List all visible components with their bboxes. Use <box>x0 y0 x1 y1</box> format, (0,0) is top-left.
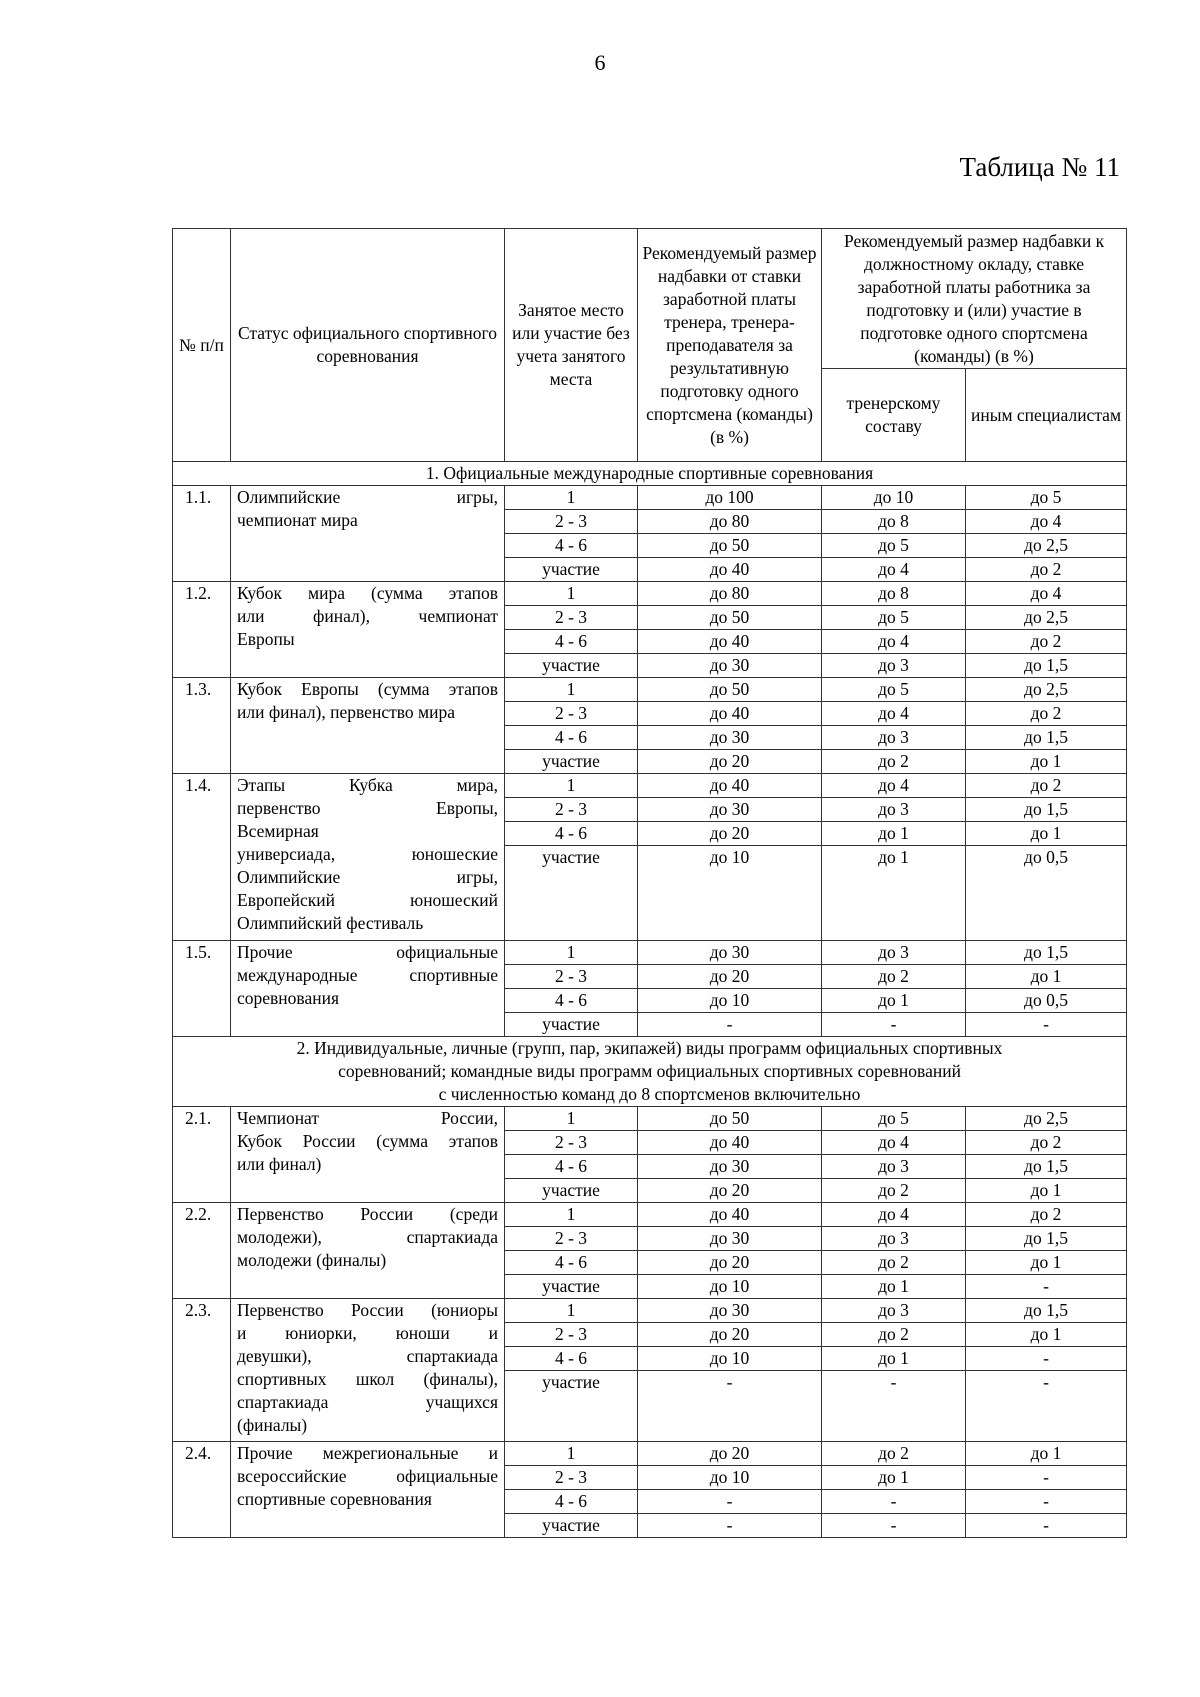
others-bonus-cell: до 1,5 <box>966 726 1127 750</box>
place-cell: 4 - 6 <box>505 630 638 654</box>
others-bonus-cell: до 0,5 <box>966 988 1127 1012</box>
row-number: 2.4. <box>173 1441 231 1537</box>
trainers-bonus-cell: до 1 <box>822 1465 966 1489</box>
competition-status-line: Чемпионат России, <box>237 1107 498 1128</box>
trainers-bonus-cell: до 2 <box>822 750 966 774</box>
header-coach-bonus: Рекомендуемый размер надбавки от ставки заработной платы тренера, тренера-преподавателя за результативную подготовку одного спортсмена (команды) (в %) <box>638 229 822 462</box>
trainers-bonus-cell: до 5 <box>822 534 966 558</box>
table-title: Таблица № 11 <box>959 152 1120 182</box>
trainers-bonus-cell: до 8 <box>822 582 966 606</box>
trainers-bonus-cell: до 8 <box>822 510 966 534</box>
place-cell: 2 - 3 <box>505 702 638 726</box>
section-title-line: 1. Официальные международные спортивные соревнования <box>425 463 874 483</box>
coach-bonus-cell: до 40 <box>638 1130 822 1154</box>
coach-bonus-cell: до 80 <box>638 510 822 534</box>
trainers-bonus-cell: - <box>822 1370 966 1441</box>
coach-bonus-cell: до 10 <box>638 1274 822 1298</box>
trainers-bonus-cell: до 2 <box>822 1322 966 1346</box>
coach-bonus-cell: до 40 <box>638 702 822 726</box>
competition-status <box>231 486 505 582</box>
competition-status-line: Первенство России (юниоры <box>237 1299 498 1320</box>
bonus-table <box>172 228 1127 1538</box>
others-bonus-cell: до 2 <box>966 774 1127 798</box>
table-row <box>173 678 1127 702</box>
trainers-bonus-cell: до 3 <box>822 798 966 822</box>
coach-bonus-cell: - <box>638 1489 822 1513</box>
trainers-bonus-cell: до 4 <box>822 630 966 654</box>
place-cell: 2 - 3 <box>505 1130 638 1154</box>
header-status: Статус официального спортивного соревнования <box>231 229 505 462</box>
competition-status-line: спортивных школ (финалы), <box>237 1368 498 1389</box>
competition-status-line: Прочие официальные <box>237 941 498 962</box>
table-row <box>173 940 1127 964</box>
coach-bonus-cell: - <box>638 1012 822 1036</box>
place-cell: участие <box>505 1012 638 1036</box>
coach-bonus-cell: - <box>638 1513 822 1537</box>
others-bonus-cell: до 2 <box>966 1202 1127 1226</box>
coach-bonus-cell: до 30 <box>638 798 822 822</box>
place-cell: 4 - 6 <box>505 1489 638 1513</box>
others-bonus-cell: до 1 <box>966 964 1127 988</box>
competition-status <box>231 1441 505 1537</box>
trainers-bonus-cell: - <box>822 1489 966 1513</box>
competition-status-line: или финал), первенство мира <box>237 702 455 722</box>
table-row <box>173 1298 1127 1322</box>
coach-bonus-cell: до 30 <box>638 1154 822 1178</box>
competition-status-line: Олимпийские игры, <box>237 867 498 887</box>
competition-status-line: соревнования <box>237 987 339 1008</box>
coach-bonus-cell: до 100 <box>638 486 822 510</box>
section-row <box>173 462 1127 486</box>
trainers-bonus-cell: до 4 <box>822 1202 966 1226</box>
row-number: 2.1. <box>173 1106 231 1202</box>
section-title <box>173 462 1127 486</box>
row-number: 1.4. <box>173 774 231 941</box>
others-bonus-cell: - <box>966 1012 1127 1036</box>
coach-bonus-cell: до 50 <box>638 678 822 702</box>
competition-status-line: Прочие межрегиональные и <box>237 1442 498 1463</box>
trainers-bonus-cell: до 3 <box>822 940 966 964</box>
others-bonus-cell: до 1 <box>966 1322 1127 1346</box>
trainers-bonus-cell: до 3 <box>822 1154 966 1178</box>
place-cell: участие <box>505 846 638 941</box>
competition-status <box>231 1298 505 1441</box>
competition-status-line: международные спортивные <box>237 964 498 985</box>
place-cell: участие <box>505 750 638 774</box>
competition-status <box>231 678 505 774</box>
competition-status-line: Олимпийский фестиваль <box>237 913 424 933</box>
competition-status-line: Олимпийские игры, <box>237 487 498 507</box>
place-cell: 1 <box>505 1106 638 1130</box>
header-staff-bonus: Рекомендуемый размер надбавки к должностному окладу, ставке заработной платы работника за подготовку и (или) участие в подготовке одного спортсмена (команды) (в %) <box>822 229 1127 369</box>
place-cell: участие <box>505 1178 638 1202</box>
row-number: 2.3. <box>173 1298 231 1441</box>
others-bonus-cell: до 2,5 <box>966 606 1127 630</box>
competition-status-line: (финалы) <box>237 1414 308 1435</box>
coach-bonus-cell: до 20 <box>638 1178 822 1202</box>
header-others: иным специалистам <box>966 369 1127 462</box>
coach-bonus-cell: - <box>638 1370 822 1441</box>
competition-status-line: спартакиада учащихся <box>237 1391 498 1412</box>
others-bonus-cell: до 1 <box>966 1178 1127 1202</box>
trainers-bonus-cell: до 5 <box>822 1106 966 1130</box>
header-trainers: тренерскому составу <box>822 369 966 462</box>
trainers-bonus-cell: до 2 <box>822 1250 966 1274</box>
place-cell: 4 - 6 <box>505 1346 638 1370</box>
row-number: 1.3. <box>173 678 231 774</box>
place-cell: 2 - 3 <box>505 606 638 630</box>
trainers-bonus-cell: до 2 <box>822 964 966 988</box>
competition-status <box>231 940 505 1036</box>
section-title-line: соревнований; командные виды программ официальных спортивных соревнований <box>338 1060 961 1081</box>
others-bonus-cell: до 5 <box>966 486 1127 510</box>
competition-status-line: или финал) <box>237 1153 322 1174</box>
coach-bonus-cell: до 10 <box>638 1465 822 1489</box>
section-title-line: 2. Индивидуальные, личные (групп, пар, экипажей) виды программ официальных спортивных <box>296 1037 1003 1058</box>
coach-bonus-cell: до 10 <box>638 846 822 941</box>
competition-status-line: первенство Европы, <box>237 798 498 818</box>
trainers-bonus-cell: до 2 <box>822 1178 966 1202</box>
competition-status-line: Первенство России (среди <box>237 1203 498 1224</box>
row-number: 1.2. <box>173 582 231 678</box>
row-number: 1.5. <box>173 940 231 1036</box>
trainers-bonus-cell: до 1 <box>822 1346 966 1370</box>
competition-status-line: девушки), спартакиада <box>237 1345 498 1366</box>
others-bonus-cell: до 2 <box>966 1130 1127 1154</box>
trainers-bonus-cell: - <box>822 1513 966 1537</box>
place-cell: 4 - 6 <box>505 534 638 558</box>
place-cell: участие <box>505 558 638 582</box>
competition-status-line: или финал), чемпионат <box>237 606 498 626</box>
others-bonus-cell: - <box>966 1513 1127 1537</box>
others-bonus-cell: до 1,5 <box>966 798 1127 822</box>
competition-status-line: Всемирная <box>237 821 319 841</box>
others-bonus-cell: до 2 <box>966 558 1127 582</box>
competition-status <box>231 774 505 941</box>
others-bonus-cell: до 2 <box>966 702 1127 726</box>
section-row <box>173 1036 1127 1106</box>
trainers-bonus-cell: до 5 <box>822 678 966 702</box>
trainers-bonus-cell: до 3 <box>822 726 966 750</box>
place-cell: 1 <box>505 678 638 702</box>
coach-bonus-cell: до 20 <box>638 1322 822 1346</box>
trainers-bonus-cell: до 1 <box>822 1274 966 1298</box>
others-bonus-cell: до 1,5 <box>966 1298 1127 1322</box>
coach-bonus-cell: до 10 <box>638 1346 822 1370</box>
place-cell: 1 <box>505 486 638 510</box>
table-row <box>173 486 1127 510</box>
trainers-bonus-cell: до 1 <box>822 988 966 1012</box>
place-cell: участие <box>505 1513 638 1537</box>
others-bonus-cell: - <box>966 1346 1127 1370</box>
coach-bonus-cell: до 40 <box>638 774 822 798</box>
competition-status-line: и юниорки, юноши и <box>237 1322 498 1343</box>
place-cell: 4 - 6 <box>505 1250 638 1274</box>
trainers-bonus-cell: до 1 <box>822 822 966 846</box>
others-bonus-cell: - <box>966 1274 1127 1298</box>
others-bonus-cell: до 1,5 <box>966 1226 1127 1250</box>
coach-bonus-cell: до 80 <box>638 582 822 606</box>
competition-status <box>231 1106 505 1202</box>
competition-status-line: чемпионат мира <box>237 510 358 530</box>
table-row <box>173 774 1127 798</box>
others-bonus-cell: до 1,5 <box>966 940 1127 964</box>
coach-bonus-cell: до 30 <box>638 654 822 678</box>
place-cell: участие <box>505 654 638 678</box>
section-title-line: с численностью команд до 8 спортсменов включительно <box>438 1083 861 1104</box>
others-bonus-cell: до 1 <box>966 750 1127 774</box>
coach-bonus-cell: до 50 <box>638 1106 822 1130</box>
competition-status <box>231 1202 505 1298</box>
place-cell: 2 - 3 <box>505 510 638 534</box>
place-cell: 2 - 3 <box>505 798 638 822</box>
competition-status-line: универсиада, юношеские <box>237 844 498 864</box>
coach-bonus-cell: до 20 <box>638 750 822 774</box>
table-row <box>173 1202 1127 1226</box>
coach-bonus-cell: до 20 <box>638 964 822 988</box>
trainers-bonus-cell: до 2 <box>822 1441 966 1465</box>
others-bonus-cell: до 1 <box>966 822 1127 846</box>
place-cell: 4 - 6 <box>505 1154 638 1178</box>
competition-status-line: молодежи (финалы) <box>237 1249 387 1270</box>
coach-bonus-cell: до 20 <box>638 822 822 846</box>
row-number: 1.1. <box>173 486 231 582</box>
others-bonus-cell: до 1,5 <box>966 654 1127 678</box>
competition-status-line: Кубок Европы (сумма этапов <box>237 679 498 699</box>
others-bonus-cell: до 4 <box>966 582 1127 606</box>
coach-bonus-cell: до 20 <box>638 1250 822 1274</box>
competition-status <box>231 582 505 678</box>
competition-status-line: всероссийские официальные <box>237 1465 498 1486</box>
trainers-bonus-cell: до 4 <box>822 774 966 798</box>
coach-bonus-cell: до 30 <box>638 726 822 750</box>
row-number: 2.2. <box>173 1202 231 1298</box>
place-cell: участие <box>505 1274 638 1298</box>
coach-bonus-cell: до 40 <box>638 558 822 582</box>
coach-bonus-cell: до 30 <box>638 940 822 964</box>
header-place: Занятое место или участие без учета занятого места <box>505 229 638 462</box>
others-bonus-cell: до 1,5 <box>966 1154 1127 1178</box>
others-bonus-cell: до 0,5 <box>966 846 1127 941</box>
trainers-bonus-cell: до 3 <box>822 1298 966 1322</box>
place-cell: 4 - 6 <box>505 822 638 846</box>
place-cell: 1 <box>505 1441 638 1465</box>
table-body <box>173 462 1127 1538</box>
coach-bonus-cell: до 30 <box>638 1298 822 1322</box>
others-bonus-cell: - <box>966 1465 1127 1489</box>
place-cell: 1 <box>505 1298 638 1322</box>
place-cell: 1 <box>505 1202 638 1226</box>
others-bonus-cell: до 2,5 <box>966 534 1127 558</box>
trainers-bonus-cell: - <box>822 1012 966 1036</box>
others-bonus-cell: - <box>966 1489 1127 1513</box>
place-cell: участие <box>505 1370 638 1441</box>
table-row <box>173 1106 1127 1130</box>
trainers-bonus-cell: до 3 <box>822 654 966 678</box>
table-row <box>173 582 1127 606</box>
place-cell: 2 - 3 <box>505 1226 638 1250</box>
trainers-bonus-cell: до 1 <box>822 846 966 941</box>
others-bonus-cell: до 2,5 <box>966 1106 1127 1130</box>
coach-bonus-cell: до 50 <box>638 534 822 558</box>
trainers-bonus-cell: до 3 <box>822 1226 966 1250</box>
competition-status-line: Европейский юношеский <box>237 890 498 910</box>
coach-bonus-cell: до 10 <box>638 988 822 1012</box>
place-cell: 4 - 6 <box>505 988 638 1012</box>
others-bonus-cell: до 1 <box>966 1250 1127 1274</box>
trainers-bonus-cell: до 4 <box>822 702 966 726</box>
table-row <box>173 1441 1127 1465</box>
trainers-bonus-cell: до 10 <box>822 486 966 510</box>
competition-status-line: Европы <box>237 629 295 649</box>
place-cell: 2 - 3 <box>505 1465 638 1489</box>
others-bonus-cell: до 2,5 <box>966 678 1127 702</box>
competition-status-line: Кубок России (сумма этапов <box>237 1130 498 1151</box>
others-bonus-cell: до 2 <box>966 630 1127 654</box>
others-bonus-cell: до 1 <box>966 1441 1127 1465</box>
competition-status-line: спортивные соревнования <box>237 1488 432 1509</box>
competition-status-line: молодежи), спартакиада <box>237 1226 498 1247</box>
coach-bonus-cell: до 40 <box>638 630 822 654</box>
place-cell: 1 <box>505 774 638 798</box>
header-num: № п/п <box>173 229 231 462</box>
others-bonus-cell: - <box>966 1370 1127 1441</box>
place-cell: 2 - 3 <box>505 1322 638 1346</box>
section-title <box>173 1036 1127 1106</box>
place-cell: 1 <box>505 940 638 964</box>
place-cell: 2 - 3 <box>505 964 638 988</box>
place-cell: 4 - 6 <box>505 726 638 750</box>
competition-status-line: Этапы Кубка мира, <box>237 775 498 795</box>
coach-bonus-cell: до 30 <box>638 1226 822 1250</box>
trainers-bonus-cell: до 4 <box>822 1130 966 1154</box>
others-bonus-cell: до 4 <box>966 510 1127 534</box>
trainers-bonus-cell: до 4 <box>822 558 966 582</box>
page-number: 6 <box>594 50 606 75</box>
coach-bonus-cell: до 50 <box>638 606 822 630</box>
competition-status-line: Кубок мира (сумма этапов <box>237 583 498 603</box>
trainers-bonus-cell: до 5 <box>822 606 966 630</box>
place-cell: 1 <box>505 582 638 606</box>
coach-bonus-cell: до 20 <box>638 1441 822 1465</box>
coach-bonus-cell: до 40 <box>638 1202 822 1226</box>
